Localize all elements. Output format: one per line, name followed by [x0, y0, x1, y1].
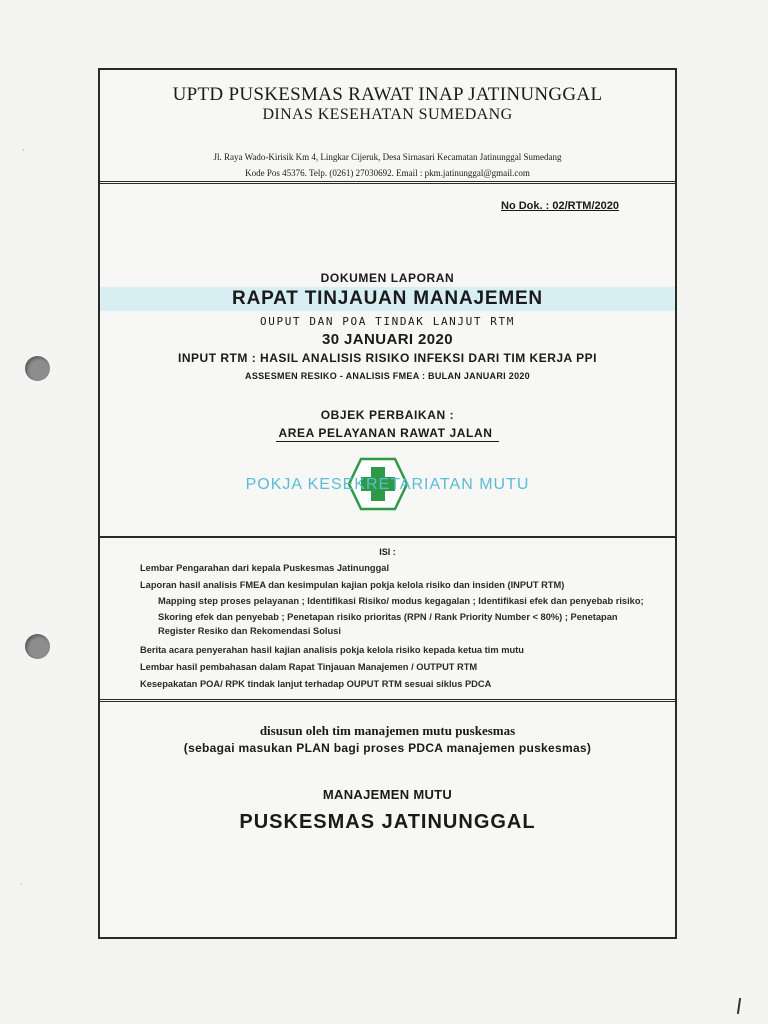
footer-section [100, 705, 675, 937]
document-type: DOKUMEN LAPORAN [320, 271, 455, 285]
pen-mark [737, 998, 741, 1014]
contact-line: Kode Pos 45376. Telp. (0261) 27030692. Email : pkm.jatinunggal@gmail.com [245, 168, 530, 178]
list-item: Laporan hasil analisis FMEA dan kesimpulan kajian pokja kelola risiko dan insiden (INPUT RTM) [140, 580, 565, 590]
list-item: Lembar Pengarahan dari kepala Puskesmas Jatinunggal [140, 563, 390, 573]
purpose-note: (sebagai masukan PLAN bagi proses PDCA manajemen puskesmas) [183, 741, 592, 755]
object-label: OBJEK PERBAIKAN : [320, 408, 455, 422]
address-line: Jl. Raya Wado-Kirisik Km 4, Lingkar Cijeruk, Desa Sirnasari Kecamatan Jatinunggal Sumedang [213, 152, 562, 162]
title-section [100, 186, 675, 538]
punch-hole-top [25, 356, 50, 381]
document-number: No Dok. : 02/RTM/2020 [501, 200, 619, 212]
assessment-description: ASSESMEN RESIKO - ANALISIS FMEA : BULAN JANUARI 2020 [245, 371, 530, 381]
unit-name: MANAJEMEN MUTU [322, 787, 453, 802]
list-item: Skoring efek dan penyebab ; Penetapan risiko prioritas (RPN / Rank Priority Number < 80%) ; Penetapan [158, 612, 618, 622]
department-name: DINAS KESEHATAN SUMEDANG [262, 106, 513, 123]
subtitle: OUPUT DAN POA TINDAK LANJUT RTM [260, 315, 515, 328]
object-value: AREA PELAYANAN RAWAT JALAN [100, 426, 675, 440]
main-title: RAPAT TINJAUAN MANAJEMEN [232, 288, 543, 309]
paper-speck: · [22, 146, 25, 155]
meeting-date: 30 JANUARI 2020 [321, 331, 454, 348]
document-frame [98, 68, 677, 939]
list-item: Lembar hasil pembahasan dalam Rapat Tinjauan Manajemen / OUTPUT RTM [140, 662, 478, 672]
list-item: Kesepakatan POA/ RPK tindak lanjut terhadap OUPUT RTM sesuai siklus PDCA [140, 679, 492, 689]
watermark-text: POKJA KESEKRETARIATAN MUTU [245, 476, 530, 493]
organization-name: PUSKESMAS JATINUNGGAL [239, 811, 536, 833]
letterhead [100, 70, 675, 184]
contents-title: ISI : [379, 547, 396, 557]
contents-section [100, 538, 675, 702]
punch-hole-bottom [25, 634, 50, 659]
institution-name: UPTD PUSKESMAS RAWAT INAP JATINUNGGAL [172, 84, 603, 105]
compiled-by: disusun oleh tim manajemen mutu puskesmas [259, 723, 516, 738]
paper-speck: · [20, 880, 23, 889]
input-description: INPUT RTM : HASIL ANALISIS RISIKO INFEKSI DARI TIM KERJA PPI [178, 351, 597, 365]
list-item: Mapping step proses pelayanan ; Identifikasi Risiko/ modus kegagalan ; Identifikasi efek dan penyebab risiko; [158, 596, 644, 606]
list-item: Register Resiko dan Rekomendasi Solusi [158, 626, 341, 636]
list-item: Berita acara penyerahan hasil kajian analisis pokja kelola risiko kepada ketua tim mutu [140, 645, 524, 655]
